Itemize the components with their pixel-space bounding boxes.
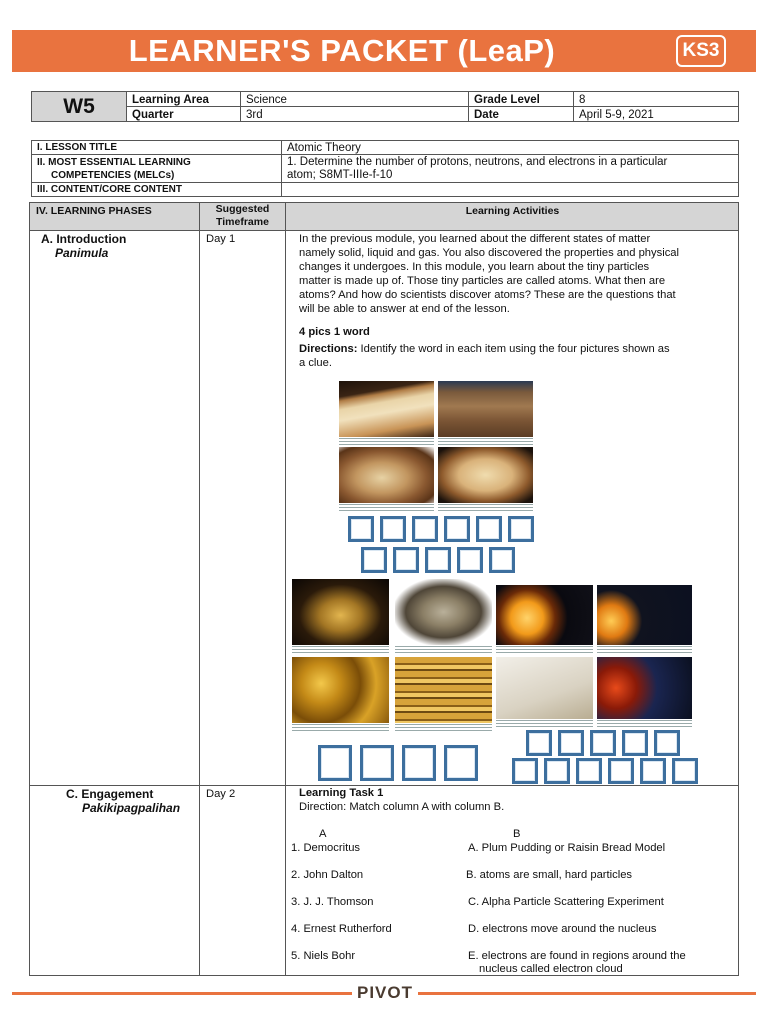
answer-box[interactable] <box>640 758 666 784</box>
melc-label-line-1: II. MOST ESSENTIAL LEARNING <box>37 157 191 168</box>
game-title: 4 pics 1 word <box>299 326 370 338</box>
column-b-item-c: C. Alpha Particle Scattering Experiment <box>468 896 664 908</box>
answer-box[interactable] <box>402 745 436 781</box>
introduction-title: A. Introduction <box>41 232 127 246</box>
learning-task-title: Learning Task 1 <box>299 787 384 799</box>
space-caption-1 <box>496 646 593 655</box>
gold-vault-photo <box>395 657 492 723</box>
lesson-table <box>31 140 739 197</box>
pivot-logo: PIVOT <box>354 983 416 1003</box>
answer-box[interactable] <box>558 730 584 756</box>
answer-box[interactable] <box>348 516 374 542</box>
space-caption-4 <box>597 720 692 729</box>
puzzle-3-tiles-row-1 <box>526 730 680 756</box>
lesson-title-label: I. LESSON TITLE <box>32 141 282 155</box>
quarter-label: Quarter <box>127 107 241 122</box>
gold-caption-3 <box>292 724 389 733</box>
column-b-item-e-continued: nucleus called electron cloud <box>479 963 623 975</box>
day-2-label: Day 2 <box>206 788 236 800</box>
ks3-badge: KS3 <box>676 35 726 67</box>
packet-title: LEARNER'S PACKET (LeaP) <box>128 33 556 68</box>
answer-box[interactable] <box>512 758 538 784</box>
column-a-item-4: 4. Ernest Rutherford <box>291 923 392 935</box>
column-a-item-5: 5. Niels Bohr <box>291 950 356 962</box>
space-caption-2 <box>597 646 692 655</box>
timeframe-header <box>200 203 285 229</box>
answer-box[interactable] <box>544 758 570 784</box>
introduction-paragraph <box>299 232 729 316</box>
puzzle-2-tiles <box>318 745 478 781</box>
lesson-title-value: Atomic Theory <box>282 141 739 155</box>
answer-box[interactable] <box>508 516 534 542</box>
bread-photo-2 <box>438 381 533 437</box>
intro-line-4: matter is made up of. Those tiny particles are called atoms. What then are <box>299 275 666 287</box>
engagement-phase <box>66 787 180 815</box>
column-b-item-b: B. atoms are small, hard particles <box>466 869 633 881</box>
sun-planets-photo <box>496 585 593 645</box>
introduction-subtitle: Panimula <box>55 246 109 260</box>
footer-line-right <box>418 992 756 995</box>
info-table <box>31 91 739 122</box>
answer-box[interactable] <box>380 516 406 542</box>
engagement-title: C. Engagement <box>66 787 154 801</box>
column-a-item-3: 3. J. J. Thomson <box>291 896 374 908</box>
puzzle-3-tiles-row-2 <box>512 758 698 784</box>
directions-text-1: Identify the word in each item using the four pictures shown as <box>360 343 670 355</box>
gold-caption-2 <box>395 646 492 655</box>
answer-box[interactable] <box>425 547 451 573</box>
melc-line-1: 1. Determine the number of protons, neutrons, and electrons in a particular <box>287 156 668 168</box>
answer-box[interactable] <box>457 547 483 573</box>
learning-area-label: Learning Area <box>127 92 241 107</box>
bread-caption-1 <box>339 438 434 446</box>
answer-box[interactable] <box>489 547 515 573</box>
intro-line-5: atoms? And how do scientists discover atoms? These are the questions that <box>299 289 676 301</box>
directions-label: Directions: <box>299 343 358 355</box>
column-a-header: A <box>319 828 327 840</box>
introduction-phase <box>41 232 126 260</box>
column-a-item-1: 1. Democritus <box>291 842 361 854</box>
bread-photo-4 <box>438 447 533 503</box>
answer-box[interactable] <box>361 547 387 573</box>
learning-task-direction: Direction: Match column A with column B. <box>299 801 505 813</box>
puzzle-1-tiles-row-2 <box>361 547 515 573</box>
directions-text-2: a clue. <box>299 357 332 369</box>
bread-photo-1 <box>339 381 434 437</box>
content-value <box>282 183 739 197</box>
quarter-value: 3rd <box>241 107 469 122</box>
grade-level-value: 8 <box>574 92 739 107</box>
bread-caption-4 <box>438 504 533 512</box>
column-a-item-2: 2. John Dalton <box>291 869 364 881</box>
answer-box[interactable] <box>360 745 394 781</box>
timeframe-header-line-1: Suggested <box>215 203 270 215</box>
answer-box[interactable] <box>393 547 419 573</box>
intro-line-3: changes it undergoes. In this module, you learn about the tiny particles <box>299 261 650 273</box>
phase-header: IV. LEARNING PHASES <box>36 205 152 217</box>
answer-box[interactable] <box>590 730 616 756</box>
solar-system-photo <box>597 585 692 645</box>
gold-caption-1 <box>292 646 389 655</box>
gold-bars-photo <box>292 579 389 645</box>
gold-nugget-photo <box>395 579 492 645</box>
answer-box[interactable] <box>576 758 602 784</box>
column-b-item-a: A. Plum Pudding or Raisin Bread Model <box>468 842 666 854</box>
column-b-header: B <box>513 828 521 840</box>
answer-box[interactable] <box>412 516 438 542</box>
answer-box[interactable] <box>526 730 552 756</box>
header-banner <box>12 30 756 72</box>
intro-line-6: will be able to answer at end of the lesson. <box>299 303 510 315</box>
day-1-label: Day 1 <box>206 233 236 245</box>
date-label: Date <box>469 107 574 122</box>
space-caption-3 <box>496 720 593 729</box>
answer-box[interactable] <box>476 516 502 542</box>
activities-header: Learning Activities <box>465 205 560 217</box>
answer-box[interactable] <box>444 516 470 542</box>
answer-box[interactable] <box>654 730 680 756</box>
footer-line-left <box>12 992 352 995</box>
melc-label <box>32 155 282 183</box>
bread-photo-3 <box>339 447 434 503</box>
bread-caption-2 <box>438 438 533 446</box>
grade-level-label: Grade Level <box>469 92 574 107</box>
content-label: III. CONTENT/CORE CONTENT <box>32 183 282 197</box>
intro-line-2: namely solid, liquid and gas. You also discovered the properties and physical <box>299 247 679 259</box>
column-divider-2 <box>285 202 286 976</box>
answer-box[interactable] <box>444 745 478 781</box>
column-b-item-d: D. electrons move around the nucleus <box>468 923 657 935</box>
column-b-item-e: E. electrons are found in regions around the <box>468 950 686 962</box>
planets-row-photo <box>597 657 692 719</box>
column-divider-1 <box>199 202 200 976</box>
intro-line-1: In the previous module, you learned about the different states of matter <box>299 233 651 245</box>
directions <box>299 342 729 370</box>
row-divider <box>29 785 739 786</box>
answer-box[interactable] <box>622 730 648 756</box>
melc-line-2: atom; S8MT-IIIe-f-10 <box>287 169 393 181</box>
date-value: April 5-9, 2021 <box>574 107 739 122</box>
learning-area-value: Science <box>241 92 469 107</box>
puzzle-1-tiles-row-1 <box>348 516 534 542</box>
melc-value <box>282 155 739 183</box>
bread-caption-3 <box>339 504 434 512</box>
answer-box[interactable] <box>318 745 352 781</box>
melc-label-line-2: COMPETENCIES (MELCs) <box>51 170 175 181</box>
answer-box[interactable] <box>608 758 634 784</box>
engagement-subtitle: Pakikipagpalihan <box>82 801 181 815</box>
timeframe-header-line-2: Timeframe <box>216 216 269 228</box>
week-cell: W5 <box>32 92 127 122</box>
planet-mobile-photo <box>496 657 593 719</box>
answer-box[interactable] <box>672 758 698 784</box>
gold-coins-photo <box>292 657 389 723</box>
gold-caption-4 <box>395 724 492 733</box>
